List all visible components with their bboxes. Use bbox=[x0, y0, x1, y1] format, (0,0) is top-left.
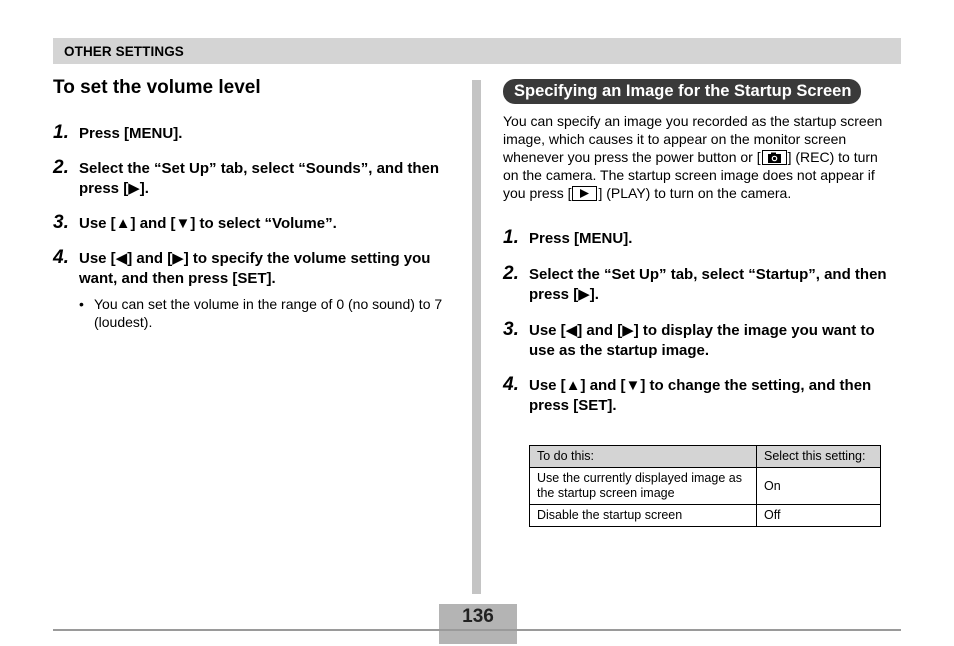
volume-note-text: You can set the volume in the range of 0 (no sound) to 7 (loudest). bbox=[94, 296, 443, 330]
table-cell: Off bbox=[757, 505, 881, 527]
page-number: 136 bbox=[462, 606, 494, 627]
volume-section-title: To set the volume level bbox=[53, 77, 261, 98]
table-header-row bbox=[530, 446, 881, 468]
startup-step-4 bbox=[503, 376, 903, 416]
step-text: Select the “Set Up” tab, select “Startup”, and then press [▶]. bbox=[529, 266, 887, 303]
startup-settings-table bbox=[529, 445, 881, 527]
startup-steps bbox=[503, 229, 903, 416]
intro-part-3: ] (PLAY) to turn on the camera. bbox=[598, 185, 792, 201]
step-text: Select the “Set Up” tab, select “Sounds”, and then press [▶]. bbox=[79, 160, 440, 197]
step-number: 3. bbox=[503, 319, 519, 340]
column-divider bbox=[472, 80, 481, 594]
table-cell: Disable the startup screen bbox=[530, 505, 757, 527]
step-number: 3. bbox=[53, 212, 69, 233]
startup-intro bbox=[503, 112, 883, 202]
intro-part-2: ] (REC) to turn on the camera. The startup screen image does not appear if you press [ bbox=[503, 149, 878, 201]
volume-steps bbox=[53, 124, 453, 331]
step-number: 1. bbox=[53, 122, 69, 143]
volume-section bbox=[53, 76, 453, 331]
volume-step-3 bbox=[53, 214, 453, 234]
table-cell: Use the currently displayed image as the startup screen image bbox=[530, 468, 757, 505]
volume-note bbox=[79, 295, 453, 331]
step-text: Press [MENU]. bbox=[529, 230, 633, 247]
page-number-box-bottom bbox=[439, 631, 517, 644]
volume-step-2 bbox=[53, 159, 453, 199]
table-cell: On bbox=[757, 468, 881, 505]
step-number: 4. bbox=[503, 374, 519, 395]
bullet-dot: • bbox=[79, 296, 84, 312]
section-label: OTHER SETTINGS bbox=[64, 44, 184, 59]
table-row bbox=[530, 505, 881, 527]
step-number: 4. bbox=[53, 247, 69, 268]
volume-step-4 bbox=[53, 249, 453, 331]
step-number: 2. bbox=[503, 263, 519, 284]
table-row bbox=[530, 468, 881, 505]
page-number-box bbox=[439, 604, 517, 644]
startup-step-2 bbox=[503, 265, 903, 305]
startup-section bbox=[503, 79, 903, 522]
intro-part-1: You can specify an image you recorded as the startup screen image, which causes it to appear on the monitor screen whenever you press the power button or [ bbox=[503, 113, 883, 165]
startup-section-title: Specifying an Image for the Startup Screen bbox=[503, 79, 861, 104]
step-text: Use [▲] and [▼] to select “Volume”. bbox=[79, 215, 337, 232]
table-header-cell: To do this: bbox=[530, 446, 757, 468]
startup-step-1 bbox=[503, 229, 903, 249]
play-icon bbox=[572, 186, 597, 201]
step-text: Press [MENU]. bbox=[79, 125, 183, 142]
table-header-cell: Select this setting: bbox=[757, 446, 881, 468]
camera-icon bbox=[762, 150, 787, 165]
startup-step-3 bbox=[503, 321, 903, 361]
step-text: Use [◀] and [▶] to display the image you want to use as the startup image. bbox=[529, 322, 875, 359]
section-header-bar bbox=[53, 38, 901, 64]
step-number: 1. bbox=[503, 227, 519, 248]
volume-step-1 bbox=[53, 124, 453, 144]
step-number: 2. bbox=[53, 157, 69, 178]
step-text: Use [▲] and [▼] to change the setting, and then press [SET]. bbox=[529, 377, 872, 414]
step-text: Use [◀] and [▶] to specify the volume setting you want, and then press [SET]. bbox=[79, 250, 431, 287]
